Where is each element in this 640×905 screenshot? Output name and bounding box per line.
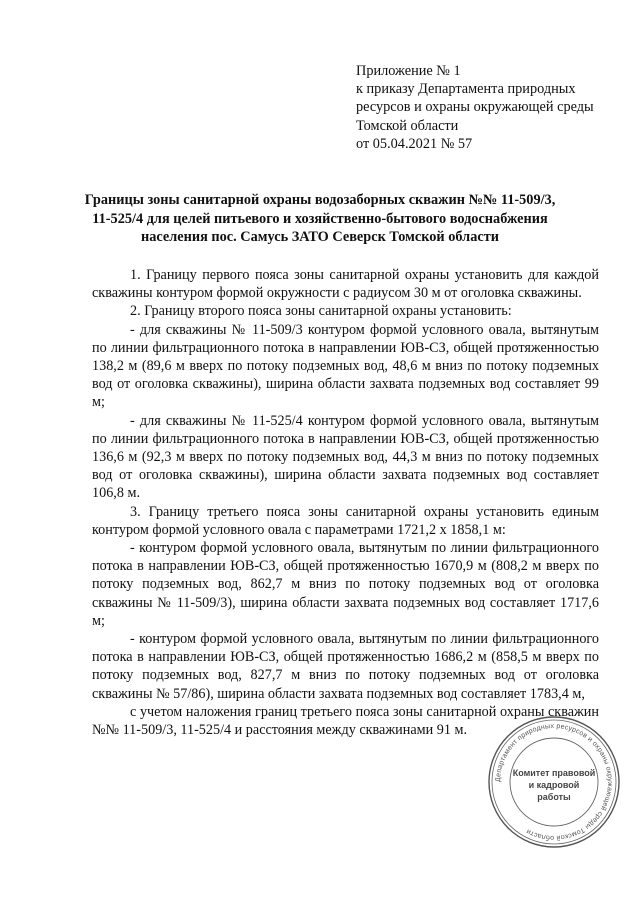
stamp-center-line: и кадровой [528, 780, 580, 790]
title-line: населения пос. Самусь ЗАТО Северск Томской области [141, 229, 499, 246]
official-stamp [486, 714, 622, 850]
stamp-center-line: работы [537, 792, 571, 802]
title-line: Границы зоны санитарной охраны водозаборных скважин №№ 11-509/3, [84, 192, 556, 208]
paragraph: 2. Границу второго пояса зоны санитарной охраны установить: [130, 303, 512, 320]
paragraph: 1. Границу первого пояса зоны санитарной охраны установить для каждой скважины контуром формой окружности с радиусом 30 м от оголовка скважины. [92, 267, 599, 302]
annex-line: к приказу Департамента природных [356, 81, 576, 98]
title-line: 11-525/4 для целей питьевого и хозяйственно-бытового водоснабжения [92, 210, 548, 227]
stamp-center-line: Комитет правовой [512, 768, 596, 778]
document-title [70, 191, 570, 247]
annex-line: Томской области [356, 117, 459, 134]
document-body [92, 266, 599, 739]
annex-line: от 05.04.2021 № 57 [356, 135, 473, 152]
paragraph: 3. Границу третьего пояса зоны санитарной охраны установить единым контуром формой условного овала с параметрами 1721,2 х 1858,1 м: [92, 503, 599, 538]
paragraph: - контуром формой условного овала, вытянутым по линии фильтрационного потока в направлении ЮВ-СЗ, общей протяженностью 1670,9 м (808,2 м вверх по потоку подземных вод, 862,7 м вниз по потоку подземных вод от оголовка скважины № 11-509/3), ширина области захвата подземных вод составляет 1717,6 м; [92, 540, 599, 629]
paragraph: - для скважины № 11-525/4 контуром формой условного овала, вытянутым по линии фильтрационного потока в направлении ЮВ-СЗ, общей протяженностью 136,6 м (92,3 м вверх по потоку подземных вод, 44,3 м вниз по потоку подземных вод от оголовка скважины), ширина области захвата подземных вод составляет 106,8 м. [92, 412, 599, 502]
paragraph: с учетом наложения границ третьего пояса зоны санитарной охраны скважин №№ 11-509/3, 11-525/4 и расстояния между скважинами 91 м. [92, 703, 599, 739]
paragraph: - для скважины № 11-509/3 контуром формой условного овала, вытянутым по линии фильтрационного потока в направлении ЮВ-СЗ, общей протяженностью 138,2 м (89,6 м вверх по потоку подземных вод, 48,6 м вниз по потоку подземных вод от оголовка скважины), ширина области захвата подземных вод составляет 99 м; [92, 321, 599, 411]
paragraph: - контуром формой условного овала, вытянутым по линии фильтрационного потока в направлении ЮВ-СЗ, общей протяженностью 1686,2 м (858,5 м вверх по потоку подземных вод, 827,7 м вниз по потоку подземных вод от оголовка скважины № 57/86), ширина области захвата подземных вод составляет 1783,4 м, [92, 631, 599, 702]
annex-line: Приложение № 1 [356, 63, 461, 79]
stamp-ring-text: Департамент природных ресурсов и охраны окружающей среды Томской области [494, 722, 614, 842]
annex-line: ресурсов и охраны окружающей среды [356, 99, 594, 116]
annex-block [356, 62, 616, 153]
